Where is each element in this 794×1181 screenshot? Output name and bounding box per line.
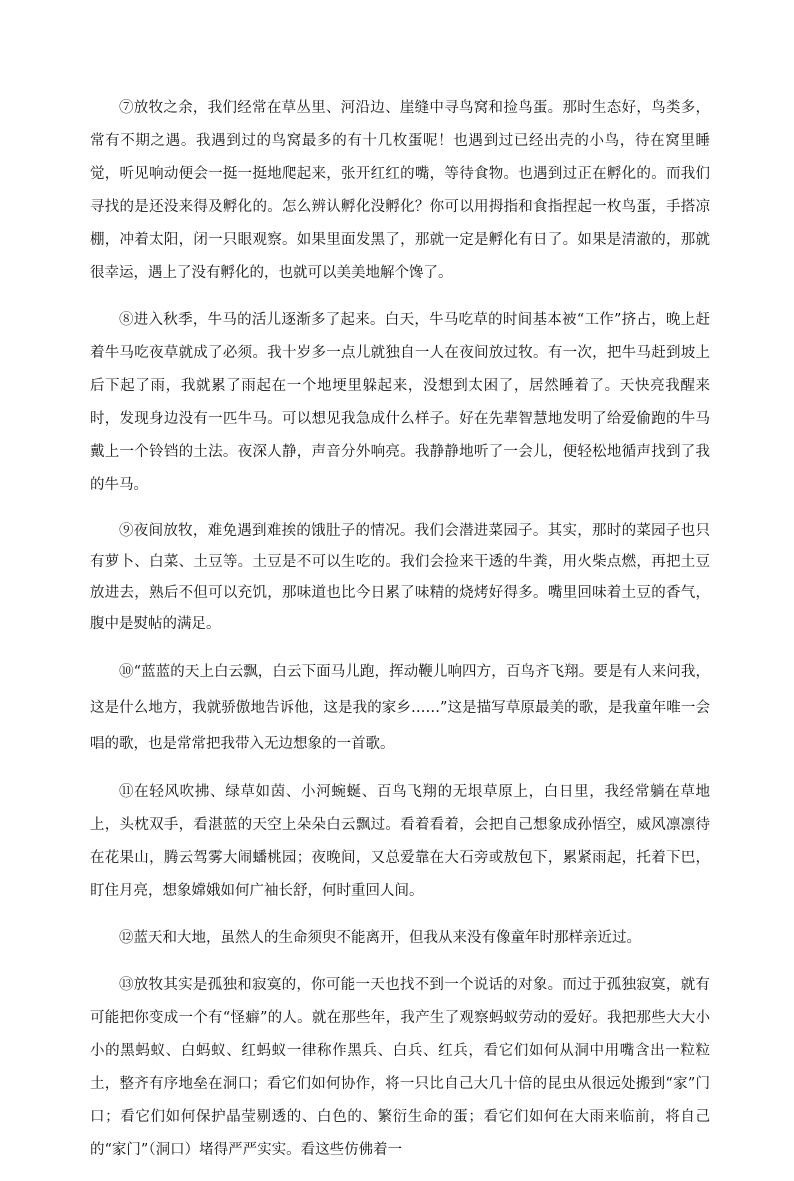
- paragraph-10: ⑩“蓝蓝的天上白云飘，白云下面马儿跑，挥动鞭儿响四方，百鸟齐飞翔。要是有人来问我，这是什么地方，我就骄傲地告诉他，这是我的家乡……”这是描写草原最美的歌，是我童年唯一会唱的歌，也是常常把我带入无边想象的一首歌。: [90, 664, 710, 752]
- paragraph-11: ⑪在轻风吹拂、绿草如茵、小河蜿蜒、百鸟飞翔的无垠草原上，白日里，我经常躺在草地上，头枕双手，看湛蓝的天空上朵朵白云飘过。看着看着，会把自己想象成孙悟空，威风凛凛待在花果山，腾云驾雾大闹蟠桃园；夜晚间，又总爱靠在大石旁或敖包下，累紧雨起，托着下巴，盯住月亮，想象嫦娥如何广袖长舒，何时重回人间。: [90, 784, 710, 899]
- paragraph-7: ⑦放牧之余，我们经常在草丛里、河沿边、崖缝中寻鸟窝和捡鸟蛋。那时生态好，鸟类多，常有不期之遇。我遇到过的鸟窝最多的有十几枚蛋呢！也遇到过已经出壳的小鸟，待在窝里睡觉，听见响动便会一挺一挺地爬起来，张开红红的嘴，等待食物。也遇到过正在孵化的。而我们寻找的是还没来得及孵化的。怎么辨认孵化没孵化？你可以用拇指和食指捏起一枚鸟蛋，手搭凉棚，冲着太阳，闭一只眼观察。如果里面发黑了，那就一定是孵化有日了。如果是清澈的，那就很幸运，遇上了没有孵化的，也就可以美美地解个馋了。: [90, 100, 710, 281]
- paragraph-12: ⑫蓝天和大地，虽然人的生命须臾不能离开，但我从来没有像童年时那样亲近过。: [119, 930, 641, 946]
- paragraph-8: ⑧进入秋季，牛马的活儿逐渐多了起来。白天，牛马吃草的时间基本被“工作”挤占，晚上赶着牛马吃夜草就成了必须。我十岁多一点儿就独自一人在夜间放过牧。有一次，把牛马赶到坡上后下起了雨，我就累了雨起在一个地埂里躲起来，没想到太困了，居然睡着了。天快亮我醒来时，发现身边没有一匹牛马。可以想见我急成什么样子。好在先辈智慧地发明了给爱偷跑的牛马戴上一个铃铛的土法。夜深人静，声音分外响亮。我静静地听了一会儿，便轻松地循声找到了我的牛马。: [90, 312, 710, 493]
- paragraph-9: ⑨夜间放牧，难免遇到难挨的饿肚子的情况。我们会潜进菜园子。其实，那时的菜园子也只有萝卜、白菜、土豆等。土豆是不可以生吃的。我们会捡来干透的牛粪，用火柴点燃，再把土豆放进去，熟后不但可以充饥，那味道也比今日累了味精的烧烤好得多。嘴里回味着土豆的香气，腹中是熨帖的满足。: [90, 523, 710, 632]
- paragraph-13: ⑬放牧其实是孤独和寂寞的，你可能一天也找不到一个说话的对象。而过于孤独寂寞，就有可能把你变成一个有“怪癖”的人。就在那些年，我产生了观察蚂蚁劳动的爱好。我把那些大大小小的黑蚂蚁、白蚂蚁、红蚂蚁一律称作黑兵、白兵、红兵，看它们如何从洞中用嘴含出一粒粒土，整齐有序地垒在洞口；看它们如何协作，将一只比自己大几十倍的昆虫从很远处搬到“家”门口；看它们如何保护晶莹剔透的、白色的、繁衍生命的蛋；看它们如何在大雨来临前，将自己的“家门”（洞口）堵得严严实实。看这些仿佛着一: [90, 977, 710, 1158]
- document-body: [90, 92, 710, 1181]
